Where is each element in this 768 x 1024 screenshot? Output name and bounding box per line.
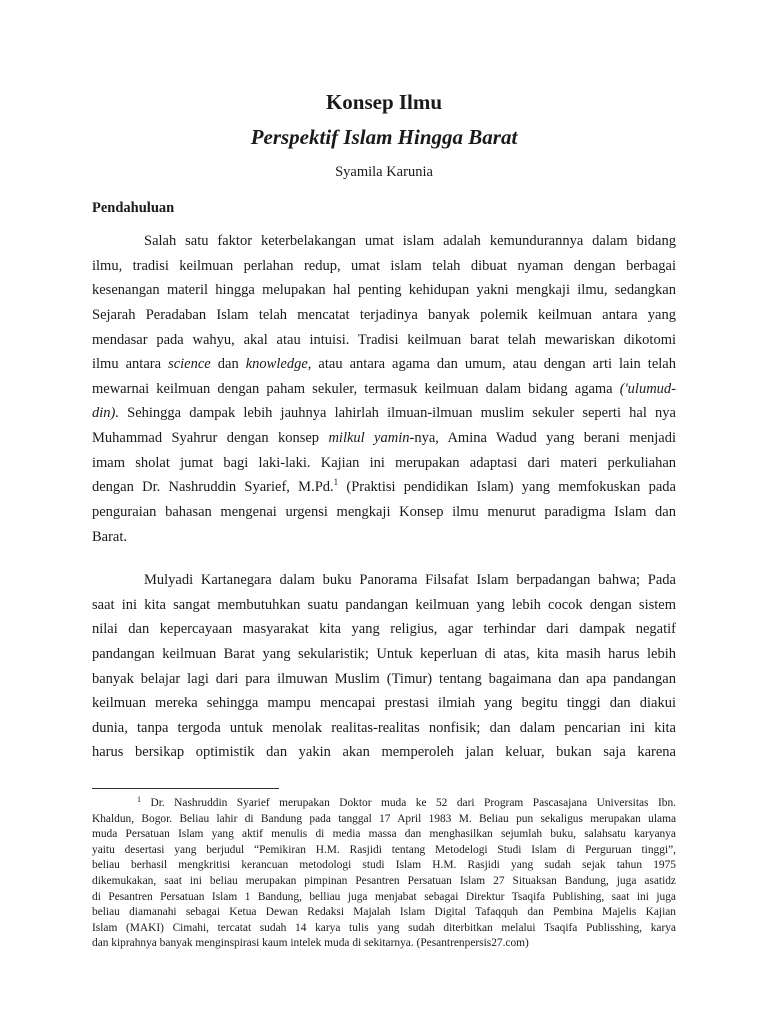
footnote-marker: 1 [137,795,141,804]
footnote-line: dan kiprahnya banyak menginspirasi kaum intelek muda di sekitarnya. (Pesantrenpersis27.com) [92,937,529,950]
document-subtitle: Perspektif Islam Hingga Barat [250,125,518,149]
paragraph-line [92,401,676,426]
footnote-line [92,796,676,812]
footnote-line: beliau diamanahi sebagai Ketua Dewan Redaksi Majalah Islam Digital Tafaqquh dan Pembina Majelis Kajian [92,906,676,919]
paragraph-line: Salah satu faktor keterbelakangan umat islam adalah kemundurannya dalam bidang [144,233,676,249]
paragraph-line [92,377,676,402]
paragraph-line: imam sholat jumat bagi laki-laki. Kajian ini merupakan adaptasi dari materi perkuliahan [92,454,676,471]
footnote-line: Khaldun, Bogor. Beliau lahir di Bandung pada tanggal 17 April 1983 M. Beliau pun sekaligus merupakan ulama [92,812,676,825]
paragraph-line [92,352,676,377]
paragraph-line: dunia, tanpa tergoda untuk menolak realitas-realitas nonfisik; dan dalam pencarian ini kita [92,719,676,736]
paragraph-line: saat ini kita sangat membutuhkan suatu pandangan keilmuan yang lebih cocok dengan sistem [92,596,676,613]
text-run: ilmu antara [92,356,169,373]
footnote-line: Islam (MAKI) Cimahi, tercatat sudah 14 karya tulis yang sudah diterbitkan melalui Tsaqifa Publisshing, karya [92,921,676,934]
footnote-line: yaitu desertasi yang berjudul “Pemikiran H.M. Rasjidi tentang Metodelogi Studi Islam di Perguruan tinggi”, [92,843,676,856]
footnote-line: beliau berhasil mengkritisi kerancuan metodologi studi Islam H.M. Rasjidi yang sudah sejak tahun 1975 [92,859,676,872]
text-run: Dr. Nashruddin Syarief merupakan Doktor muda ke 52 dari Program Pascasajana Universitas Ibn. [141,797,676,809]
text-run: -nya, Amina Wadud yang berani menjadi [409,430,676,447]
text-run: Sehingga dampak lebih jauhnya lahirlah ilmuan-ilmuan muslim sekuler seperti hal nya [118,405,676,422]
paragraph-line [92,426,676,451]
paragraph-1 [92,229,676,549]
paragraph-line: harus bersikap optimistik dan yakin akan memperoleh jalan keluar, bukan saja karena [92,744,676,761]
paragraph-line [92,475,676,500]
text-run: mewarnai keilmuan dengan paham sekuler, termasuk keilmuan dalam bidang agama [92,380,620,397]
paragraph-line: kesenangan materil hingga melupakan hal penting kehidupan yakni mengkaji ilmu, sedangkan [92,282,676,299]
footnote-divider [92,788,279,789]
italic-term: knowledge [245,356,308,373]
text-run: (Praktisi pendidikan Islam) yang memfokuskan pada [338,479,676,496]
paragraph-line: nilai dan kepercayaan masyarakat kita yang religius, agar terhindar dari dampak negatif [92,621,676,638]
paragraph-line: Sejarah Peradaban Islam telah mencatat terjadinya banyak polemik keilmuan antara yang [92,306,676,323]
italic-term: ('ulumud- [619,380,676,397]
italic-term: science [168,356,211,373]
paragraph-line: Mulyadi Kartanegara dalam buku Panorama Filsafat Islam berpadangan bahwa; Pada [144,572,676,588]
italic-term: milkul yamin [328,430,410,447]
paragraph-line: Barat. [92,528,128,545]
text-run: Muhammad Syahrur dengan konsep [92,430,329,447]
paragraph-line: ilmu, tradisi keilmuan perlahan redup, umat islam telah dibuat nyaman dengan berbagai [92,257,676,274]
document-title: Konsep Ilmu [325,90,443,114]
section-heading: Pendahuluan [92,200,175,216]
text-run: dengan Dr. Nashruddin Syarief, M.Pd. [92,479,334,496]
document-author: Syamila Karunia [335,164,433,180]
footnote [92,796,676,952]
paragraph-line: mendasar pada wahyu, akal atau intuisi. Tradisi keilmuan barat telah mewariskan dikotomi [92,331,676,348]
paragraph-2 [92,568,676,765]
italic-term: din). [92,405,119,422]
footnote-line: muda Persatuan Islam yang aktif menulis di media massa dan menghasilkan sejumlah buku, salahsatu karyanya [92,828,676,841]
footnote-line: dikemukakan, saat ini beliau merupakan pimpinan Pesantren Persatuan Islam 27 Situaksan Bandung, juga asatidz [92,874,676,887]
text-run: dan [210,356,246,373]
paragraph-line: keilmuan mereka sehingga mampu mencapai prestasi ilmiah yang begitu tinggi dan diakui [92,695,676,712]
text-run: , atau antara agama dan umum, atau dengan arti lain telah [307,356,676,373]
paragraph-line: pandangan keilmuan Barat yang sekularistik; Untuk keperluan di atas, kita masih harus lebih [92,645,676,662]
paragraph-line: penguraian bahasan mengenai urgensi mengkaji Konsep ilmu menurut paradigma Islam dan [92,504,676,521]
paragraph-line: banyak belajar lagi dari para ilmuwan Muslim (Timur) tentang bagaimana dan apa pandangan [92,670,676,687]
footnote-line: di Pesantren Persatuan Islam 1 Bandung, belliau juga menjabat sebagai Direktur Tsaqifa Publishing, saat ini juga [92,890,676,903]
footnote-reference[interactable]: 1 [333,477,339,488]
